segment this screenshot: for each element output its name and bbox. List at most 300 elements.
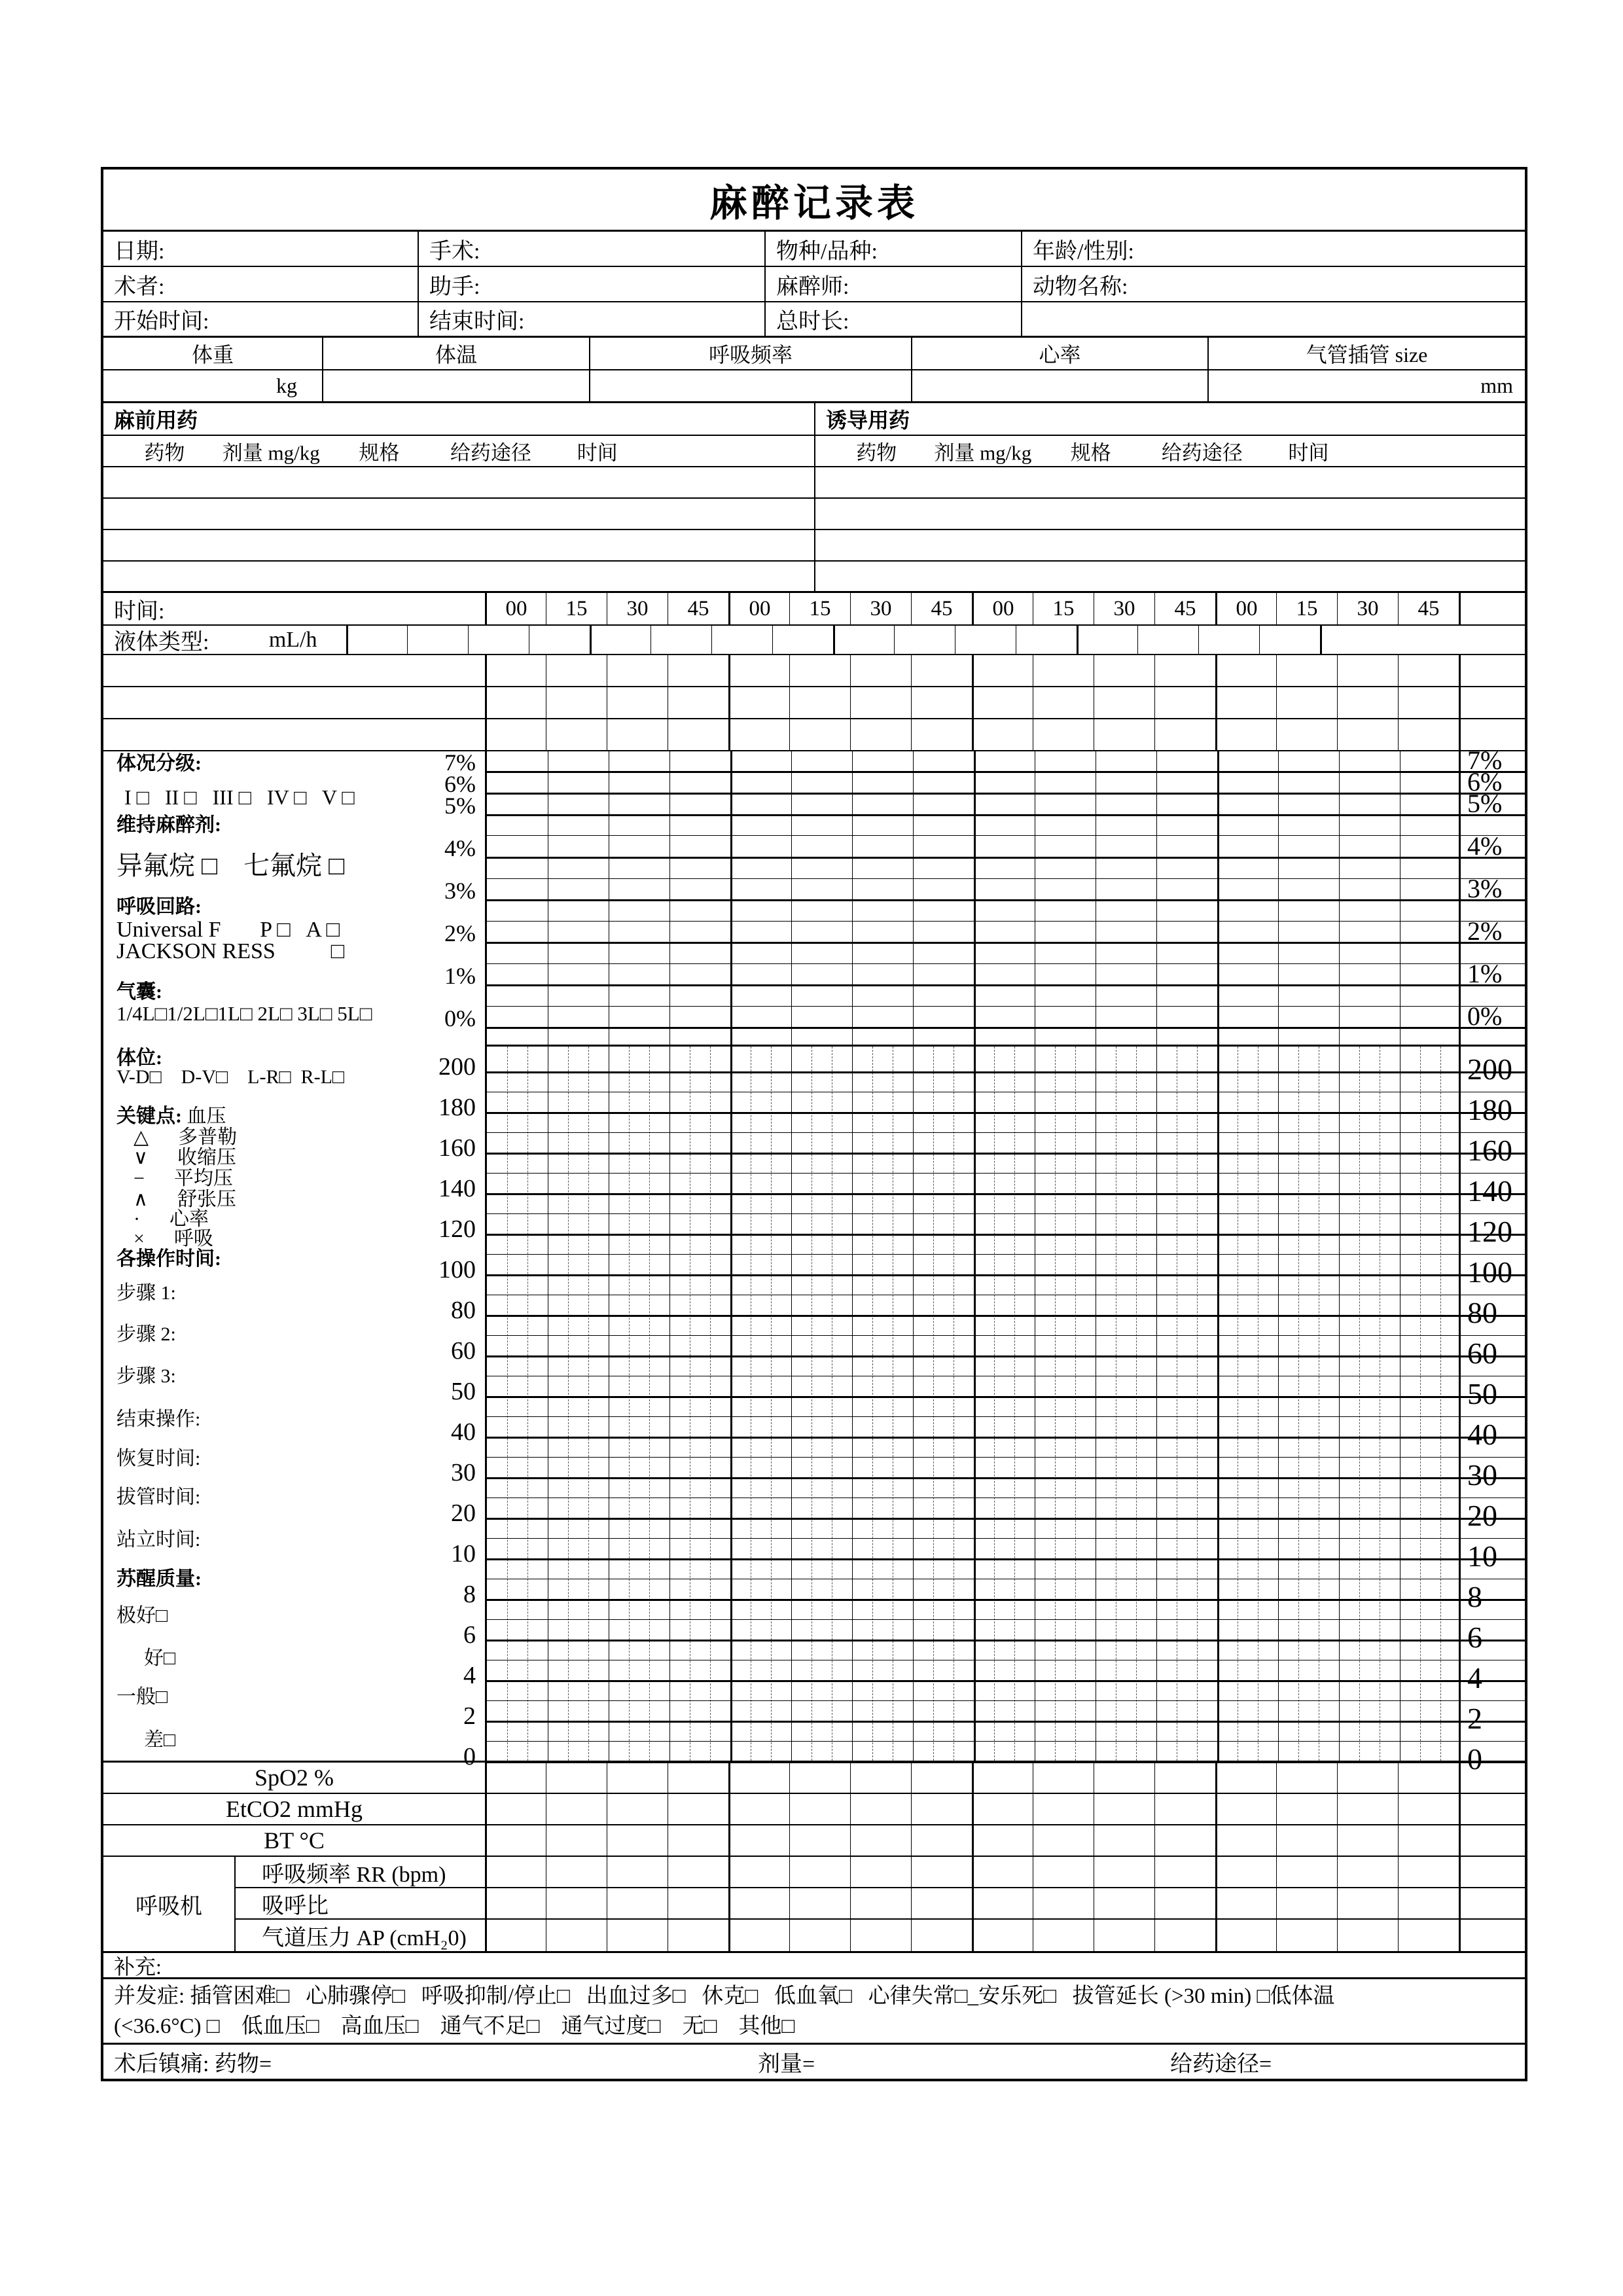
bt-value-cell[interactable] [668,1825,728,1856]
spo2-value-cell[interactable] [1094,1763,1154,1793]
vent-rr-cell[interactable] [1215,1857,1276,1887]
fluid-entry-cell[interactable] [833,626,894,654]
grid-horizontal-line [487,1234,1459,1236]
fluid-entry-cell[interactable] [590,626,651,654]
grid-horizontal-line [487,1335,1459,1336]
fluid-entry-cell[interactable] [346,626,407,654]
total-duration-field[interactable]: 总时长: [764,302,1021,336]
vent-ie-cell[interactable] [972,1888,1033,1918]
infusion-entry-cell[interactable] [850,719,911,750]
vent-ap-cell[interactable] [911,1920,972,1951]
induction-drug-col-spec: 规格 [1070,441,1111,465]
infusion-entry-cell[interactable] [1337,655,1398,686]
infusion-entry-cell[interactable] [485,687,546,718]
infusion-entry-cell[interactable] [1033,655,1094,686]
species-breed-field[interactable]: 物种/品种: [764,232,1021,266]
scale-label-left: 100 [438,1256,476,1283]
infusion-entry-cell-end[interactable] [1459,687,1525,718]
infusion-entry-cell[interactable] [668,719,728,750]
vent-ap-cell[interactable] [1337,1920,1398,1951]
infusion-entry-cell[interactable] [911,719,972,750]
etco2-value-cell[interactable] [1215,1794,1276,1824]
standing-time-field[interactable]: 站立时间: [116,1529,201,1551]
vent-rr-cell[interactable] [1094,1857,1154,1887]
universal-f-checkboxes[interactable]: Universal F P □ A □ [116,918,340,942]
scale-label-left: 10 [451,1540,476,1568]
fluid-entry-cell[interactable] [1259,626,1320,654]
vent-rr-cell[interactable] [1276,1857,1337,1887]
scale-label-left: 30 [451,1459,476,1486]
scale-label-right: 3% [1467,874,1503,903]
induction-entry-cell[interactable] [814,562,1525,591]
weight-value-cell[interactable]: kg [276,374,297,397]
fluid-entry-cell[interactable] [407,626,468,654]
step3-field[interactable]: 步骤 3: [116,1365,176,1387]
scale-label-left: 6% [444,771,476,797]
vent-rr-cell[interactable] [1154,1857,1215,1887]
heart-rate-value-cell[interactable] [911,370,1207,401]
grid-horizontal-line [487,771,1459,773]
premed-drug-col-spec: 规格 [359,441,400,465]
vent-ap-cell[interactable] [607,1920,668,1951]
bt-value-cell[interactable] [1154,1825,1215,1856]
spo2-value-cell[interactable] [850,1763,911,1793]
supplement-row [103,1953,1525,1979]
isoflurane-sevoflurane-checkboxes[interactable]: 异氟烷 □ 七氟烷 □ [116,851,345,880]
vent-rr-cell[interactable] [1337,1857,1398,1887]
vent-ap-cell[interactable] [485,1920,546,1951]
end-time-field[interactable]: 结束时间: [418,302,764,336]
scale-label-left: 1% [444,963,476,989]
scale-label-right: 20 [1467,1499,1497,1532]
vent-rr-cell[interactable] [1033,1857,1094,1887]
infusion-entry-cell[interactable] [546,719,607,750]
vent-ie-cell[interactable] [850,1888,911,1918]
bt-value-cell[interactable] [607,1825,668,1856]
grid-horizontal-line [487,1173,1459,1174]
fluid-entry-cell[interactable] [772,626,833,654]
grid-horizontal-line [487,1213,1459,1214]
fluid-entry-cell[interactable] [955,626,1016,654]
vent-ap-cell[interactable] [668,1920,728,1951]
spo2-value-cell[interactable] [1033,1763,1094,1793]
infusion-entry-cell[interactable] [1094,655,1154,686]
vent-ap-cell[interactable] [1215,1920,1276,1951]
vent-ap-label: 气道压力 AP (cmH₂0) [234,1920,485,1951]
analgesia-route-label[interactable]: 给药途径= [1170,2052,1272,2077]
time-slot-cell[interactable]: 00 [485,593,546,624]
vent-rr-cell[interactable] [789,1857,850,1887]
vaporizer-percent-grid[interactable] [485,751,1459,1045]
supplement-label[interactable]: 补充: [114,1954,162,1979]
quality-poor-checkbox[interactable]: 差□ [144,1729,176,1751]
time-slot-cell[interactable]: 15 [1033,593,1094,624]
infusion-entry-cell[interactable] [1094,719,1154,750]
bt-value-cell[interactable] [1276,1825,1337,1856]
infusion-entry-cell[interactable] [546,687,607,718]
spo2-value-cell[interactable] [1337,1763,1398,1793]
vent-ie-cell[interactable] [1337,1888,1398,1918]
quality-fair-checkbox[interactable]: 一般□ [116,1686,168,1708]
etco2-value-cell[interactable] [911,1794,972,1824]
bt-value-cell-end[interactable] [1459,1825,1525,1856]
scale-label-left: 8 [463,1581,476,1608]
time-slot-cell[interactable]: 15 [1276,593,1337,624]
grid-horizontal-line [487,1700,1459,1701]
fluid-entry-cell[interactable] [1016,626,1077,654]
etco2-value-cell[interactable] [668,1794,728,1824]
animal-name-field[interactable]: 动物名称: [1021,267,1525,301]
body-temperature-row [103,1825,1525,1857]
infusion-entry-cell[interactable] [607,719,668,750]
scale-label-right: 0% [1467,1001,1503,1031]
induction-entry-cell[interactable] [814,530,1525,560]
bt-value-cell[interactable] [1337,1825,1398,1856]
grid-horizontal-line [487,1518,1459,1520]
infusion-entry-cell[interactable] [911,655,972,686]
time-slot-cell[interactable]: 30 [607,593,668,624]
infusion-entry-cell[interactable] [1398,719,1459,750]
quality-excellent-checkbox[interactable]: 极好□ [116,1605,168,1626]
time-slot-cell[interactable]: 00 [1215,593,1276,624]
vent-ie-cell[interactable] [1154,1888,1215,1918]
infusion-row-label[interactable] [103,719,485,750]
infusion-entry-cell[interactable] [1154,687,1215,718]
grid-horizontal-line [487,1761,1459,1763]
spo2-value-cell[interactable] [728,1763,789,1793]
complications-line1[interactable]: 并发症: 插管困难□ 心肺骤停□ 呼吸抑制/停止□ 出血过多□ 休克□ 低血氧□ 心律失常□_安乐死□ 拔管延长 (>30 min) □低体温 [114,1984,1335,2008]
infusion-entry-cell[interactable] [1276,687,1337,718]
vent-ap-cell[interactable] [1154,1920,1215,1951]
bt-value-cell[interactable] [911,1825,972,1856]
vent-ap-cell[interactable] [789,1920,850,1951]
infusion-entry-cell[interactable] [1276,719,1337,750]
grid-horizontal-line [487,1355,1459,1357]
surgeon-field[interactable]: 术者: [114,274,165,299]
premed-entry-cell[interactable] [103,562,814,591]
vent-rr-cell[interactable] [728,1857,789,1887]
vent-rr-cell[interactable] [607,1857,668,1887]
vent-ap-cell[interactable] [1276,1920,1337,1951]
time-slot-cell[interactable]: 15 [789,593,850,624]
grid-horizontal-line [487,1437,1459,1439]
fluid-entry-cell[interactable] [651,626,711,654]
etco2-value-cell[interactable] [1276,1794,1337,1824]
fluid-entry-cell-end[interactable] [1320,626,1525,654]
infusion-entry-cell[interactable] [911,687,972,718]
infusion-entry-cell-end[interactable] [1459,655,1525,686]
time-slot-cell[interactable]: 30 [1337,593,1398,624]
vent-ie-cell[interactable] [1094,1888,1154,1918]
infusion-entry-cell[interactable] [1337,719,1398,750]
legend-diastolic: ∧ 舒张压 [134,1189,236,1210]
infusion-entry-cell[interactable] [1215,719,1276,750]
bt-value-cell[interactable] [1033,1825,1094,1856]
etco2-value-cell[interactable] [789,1794,850,1824]
spo2-value-cell[interactable] [607,1763,668,1793]
infusion-entry-cell[interactable] [607,655,668,686]
vent-rr-cell[interactable] [1398,1857,1459,1887]
bt-value-cell[interactable] [1094,1825,1154,1856]
respiratory-rate-value-cell[interactable] [589,370,911,401]
scale-label-right: 4 [1467,1661,1482,1695]
infusion-entry-cell[interactable] [850,655,911,686]
infusion-entry-cell[interactable] [1215,655,1276,686]
vent-rr-cell[interactable] [546,1857,607,1887]
bt-value-cell[interactable] [972,1825,1033,1856]
vent-ie-cell[interactable] [1033,1888,1094,1918]
grid-horizontal-line [487,942,1459,944]
infusion-entry-cell[interactable] [1398,655,1459,686]
vent-rr-cell[interactable] [911,1857,972,1887]
infusion-entry-cell[interactable] [789,687,850,718]
infusion-entry-cell[interactable] [972,655,1033,686]
fluid-entry-cell[interactable] [529,626,590,654]
operation-times-label: 各操作时间: [116,1248,221,1270]
spo2-value-cell[interactable] [789,1763,850,1793]
bt-value-cell[interactable] [546,1825,607,1856]
bt-value-cell[interactable] [1398,1825,1459,1856]
spo2-value-cell[interactable] [911,1763,972,1793]
bt-value-cell[interactable] [789,1825,850,1856]
legend-respiration: × 呼吸 [134,1228,213,1249]
grid-horizontal-line [487,1538,1459,1539]
vitals-header-weight: 体重 [191,343,234,367]
etco2-value-cell[interactable] [850,1794,911,1824]
bt-value-cell[interactable] [850,1825,911,1856]
infusion-entry-cell[interactable] [850,687,911,718]
time-slot-cell[interactable]: 30 [850,593,911,624]
vent-rr-cell-end[interactable] [1459,1857,1525,1887]
vent-ie-label: 吸呼比 [234,1888,485,1918]
infusion-entry-cell[interactable] [972,719,1033,750]
bt-value-cell[interactable] [728,1825,789,1856]
infusion-entry-cell[interactable] [789,719,850,750]
time-slot-cell[interactable]: 30 [1094,593,1154,624]
scale-label-left: 140 [438,1175,476,1202]
vent-ie-cell[interactable] [1398,1888,1459,1918]
spo2-value-cell[interactable] [485,1763,546,1793]
etco2-value-cell-end[interactable] [1459,1794,1525,1824]
etco2-value-cell[interactable] [1337,1794,1398,1824]
premed-column-headers [103,436,814,466]
infusion-entry-cell[interactable] [728,655,789,686]
fluid-entry-cell[interactable] [468,626,529,654]
assistant-field[interactable]: 助手: [418,267,764,301]
vent-rr-cell[interactable] [668,1857,728,1887]
analgesia-dose-label[interactable]: 剂量= [758,2052,815,2077]
infusion-entry-row [103,687,1525,719]
time-slot-cell[interactable]: 15 [546,593,607,624]
anesthetist-field[interactable]: 麻醉师: [764,267,1021,301]
surgery-field[interactable]: 手术: [418,232,764,266]
premed-drug-col-time: 时间 [577,441,618,465]
step1-field[interactable]: 步骤 1: [116,1282,176,1304]
vitals-header-heart-rate: 心率 [911,338,1207,369]
spo2-value-cell[interactable] [1215,1763,1276,1793]
infusion-entry-cell[interactable] [728,719,789,750]
premed-entry-cell[interactable] [103,499,814,529]
spo2-value-cell[interactable] [1398,1763,1459,1793]
infusion-entry-cell[interactable] [1094,687,1154,718]
infusion-entry-cell[interactable] [485,655,546,686]
spo2-value-cell[interactable] [668,1763,728,1793]
reservoir-bag-checkboxes[interactable]: 1/4L□1/2L□1L□ 2L□ 3L□ 5L□ [116,1002,372,1025]
scale-label-left: 2 [463,1702,476,1730]
date-field[interactable]: 日期: [114,239,165,264]
infusion-entry-cell[interactable] [972,687,1033,718]
scale-label-left: 200 [438,1053,476,1081]
start-time-field[interactable]: 开始时间: [114,310,209,334]
vent-ie-cell-end[interactable] [1459,1888,1525,1918]
fluid-entry-cell[interactable] [1077,626,1137,654]
premed-entry-cell[interactable] [103,467,814,497]
infusion-entry-cell[interactable] [1398,687,1459,718]
spo2-value-cell[interactable] [546,1763,607,1793]
vent-ie-cell[interactable] [911,1888,972,1918]
infusion-entry-cell[interactable] [789,655,850,686]
etco2-value-cell[interactable] [1398,1794,1459,1824]
time-header-row [103,593,1525,626]
end-operation-field[interactable]: 结束操作: [116,1408,201,1430]
scale-label-right: 0 [1467,1742,1482,1776]
infusion-entry-cell[interactable] [1215,687,1276,718]
vent-ie-cell[interactable] [485,1888,546,1918]
time-slot-cell[interactable]: 00 [972,593,1033,624]
premedication-label: 麻前用药 [114,408,198,432]
etco2-value-cell[interactable] [972,1794,1033,1824]
infusion-entry-cell[interactable] [546,655,607,686]
infusion-entry-cell[interactable] [1154,655,1215,686]
quality-good-checkbox[interactable]: 好□ [144,1647,176,1669]
infusion-entry-cell[interactable] [1154,719,1215,750]
scale-label-left: 40 [451,1418,476,1446]
time-slot-cell[interactable]: 45 [1154,593,1215,624]
jackson-rees-checkbox[interactable]: JACKSON RESS □ [116,939,345,963]
fluid-entry-cell[interactable] [1198,626,1259,654]
age-sex-field[interactable]: 年龄/性别: [1021,232,1525,266]
vitals-chart-grid[interactable] [485,1045,1459,1761]
vent-ap-cell[interactable] [1094,1920,1154,1951]
vent-ie-cell[interactable] [1276,1888,1337,1918]
grid-horizontal-line [487,1396,1459,1398]
premed-drug-col-dose: 剂量 mg/kg [222,441,320,465]
etco2-value-cell[interactable] [1154,1794,1215,1824]
infusion-entry-cell[interactable] [1276,655,1337,686]
info-row-2 [103,267,1525,302]
scale-label-right: 140 [1467,1174,1512,1208]
position-checkboxes[interactable]: V-D□ D-V□ L-R□ R-L□ [116,1066,345,1088]
grid-horizontal-line [487,1254,1459,1255]
infusion-entry-cell[interactable] [1033,719,1094,750]
vent-ap-cell[interactable] [1033,1920,1094,1951]
complications-line2[interactable]: (<36.6°C) □ 低血压□ 高血压□ 通气不足□ 通气过度□ 无□ 其他□ [114,2014,795,2038]
spo2-value-cell[interactable] [972,1763,1033,1793]
extubation-time-field[interactable]: 拔管时间: [116,1486,201,1508]
left-panel-upper [103,751,485,1045]
spo2-value-cell[interactable] [1154,1763,1215,1793]
analgesia-drug-label[interactable]: 术后镇痛: 药物= [114,2052,272,2077]
vent-ie-cell[interactable] [607,1888,668,1918]
vent-ap-cell[interactable] [972,1920,1033,1951]
infusion-entry-cell[interactable] [485,719,546,750]
scale-label-right: 7% [1467,745,1503,775]
vent-rr-cell[interactable] [485,1857,546,1887]
time-slot-cell[interactable]: 45 [1398,593,1459,624]
temperature-value-cell[interactable] [322,370,589,401]
time-slot-cell[interactable]: 45 [668,593,728,624]
spo2-value-cell[interactable] [1276,1763,1337,1793]
infusion-entry-cell[interactable] [728,687,789,718]
time-slot-cell-end[interactable] [1459,593,1525,624]
recovery-time-field[interactable]: 恢复时间: [116,1448,201,1469]
infusion-entry-cell[interactable] [668,655,728,686]
infusion-entry-cell[interactable] [668,687,728,718]
infusion-row-label[interactable] [103,655,485,686]
fluid-entry-cell[interactable] [1137,626,1198,654]
induction-entry-cell[interactable] [814,499,1525,529]
right-numeric-scale [1459,1045,1525,1776]
fluid-type-label[interactable]: 液体类型: [114,630,209,655]
vent-ie-cell[interactable] [789,1888,850,1918]
vent-ap-cell[interactable] [850,1920,911,1951]
grid-vertical-line [791,751,792,1045]
etco2-value-cell[interactable] [485,1794,546,1824]
premed-entry-cell[interactable] [103,530,814,560]
fluid-entry-cell[interactable] [711,626,772,654]
ett-size-value-cell[interactable]: mm [1207,370,1525,401]
vent-ap-cell[interactable] [728,1920,789,1951]
vent-ie-cell[interactable] [1215,1888,1276,1918]
keypoints-blood-pressure-label-bold: 关键点: [116,1105,182,1127]
vitals-header-temperature: 体温 [322,338,589,369]
etco2-value-cell[interactable] [1094,1794,1154,1824]
grid-horizontal-line [487,1416,1459,1417]
legend-mean-pressure: − 平均压 [134,1168,233,1189]
infusion-entry-cell[interactable] [1033,687,1094,718]
time-slot-cell[interactable]: 45 [911,593,972,624]
drug-entry-row [103,562,1525,593]
scale-label-right: 80 [1467,1296,1497,1329]
vent-ie-cell[interactable] [546,1888,607,1918]
asa-grade-checkboxes[interactable]: I □ II □ III □ IV □ V □ [124,785,355,809]
vent-ie-cell[interactable] [668,1888,728,1918]
vent-ie-cell[interactable] [728,1888,789,1918]
step2-field[interactable]: 步骤 2: [116,1323,176,1345]
fluid-entry-cell[interactable] [894,626,955,654]
etco2-value-cell[interactable] [728,1794,789,1824]
vent-ap-cell[interactable] [546,1920,607,1951]
bt-value-cell[interactable] [485,1825,546,1856]
infusion-entry-cell[interactable] [1337,687,1398,718]
induction-drug-col-time: 时间 [1288,441,1329,465]
info-row-3 [103,302,1525,338]
etco2-value-cell[interactable] [546,1794,607,1824]
drug-section-header [103,403,1525,436]
etco2-value-cell[interactable] [607,1794,668,1824]
infusion-row-label[interactable] [103,687,485,718]
vent-ap-cell[interactable] [1398,1920,1459,1951]
vent-rr-cell[interactable] [972,1857,1033,1887]
vent-rr-cell[interactable] [850,1857,911,1887]
time-slot-cell[interactable]: 00 [728,593,789,624]
induction-entry-cell[interactable] [814,467,1525,497]
scale-label-left: 7% [444,749,476,776]
etco2-value-cell[interactable] [1033,1794,1094,1824]
vent-ap-cell-end[interactable] [1459,1920,1525,1951]
infusion-entry-cell[interactable] [607,687,668,718]
bt-value-cell[interactable] [1215,1825,1276,1856]
